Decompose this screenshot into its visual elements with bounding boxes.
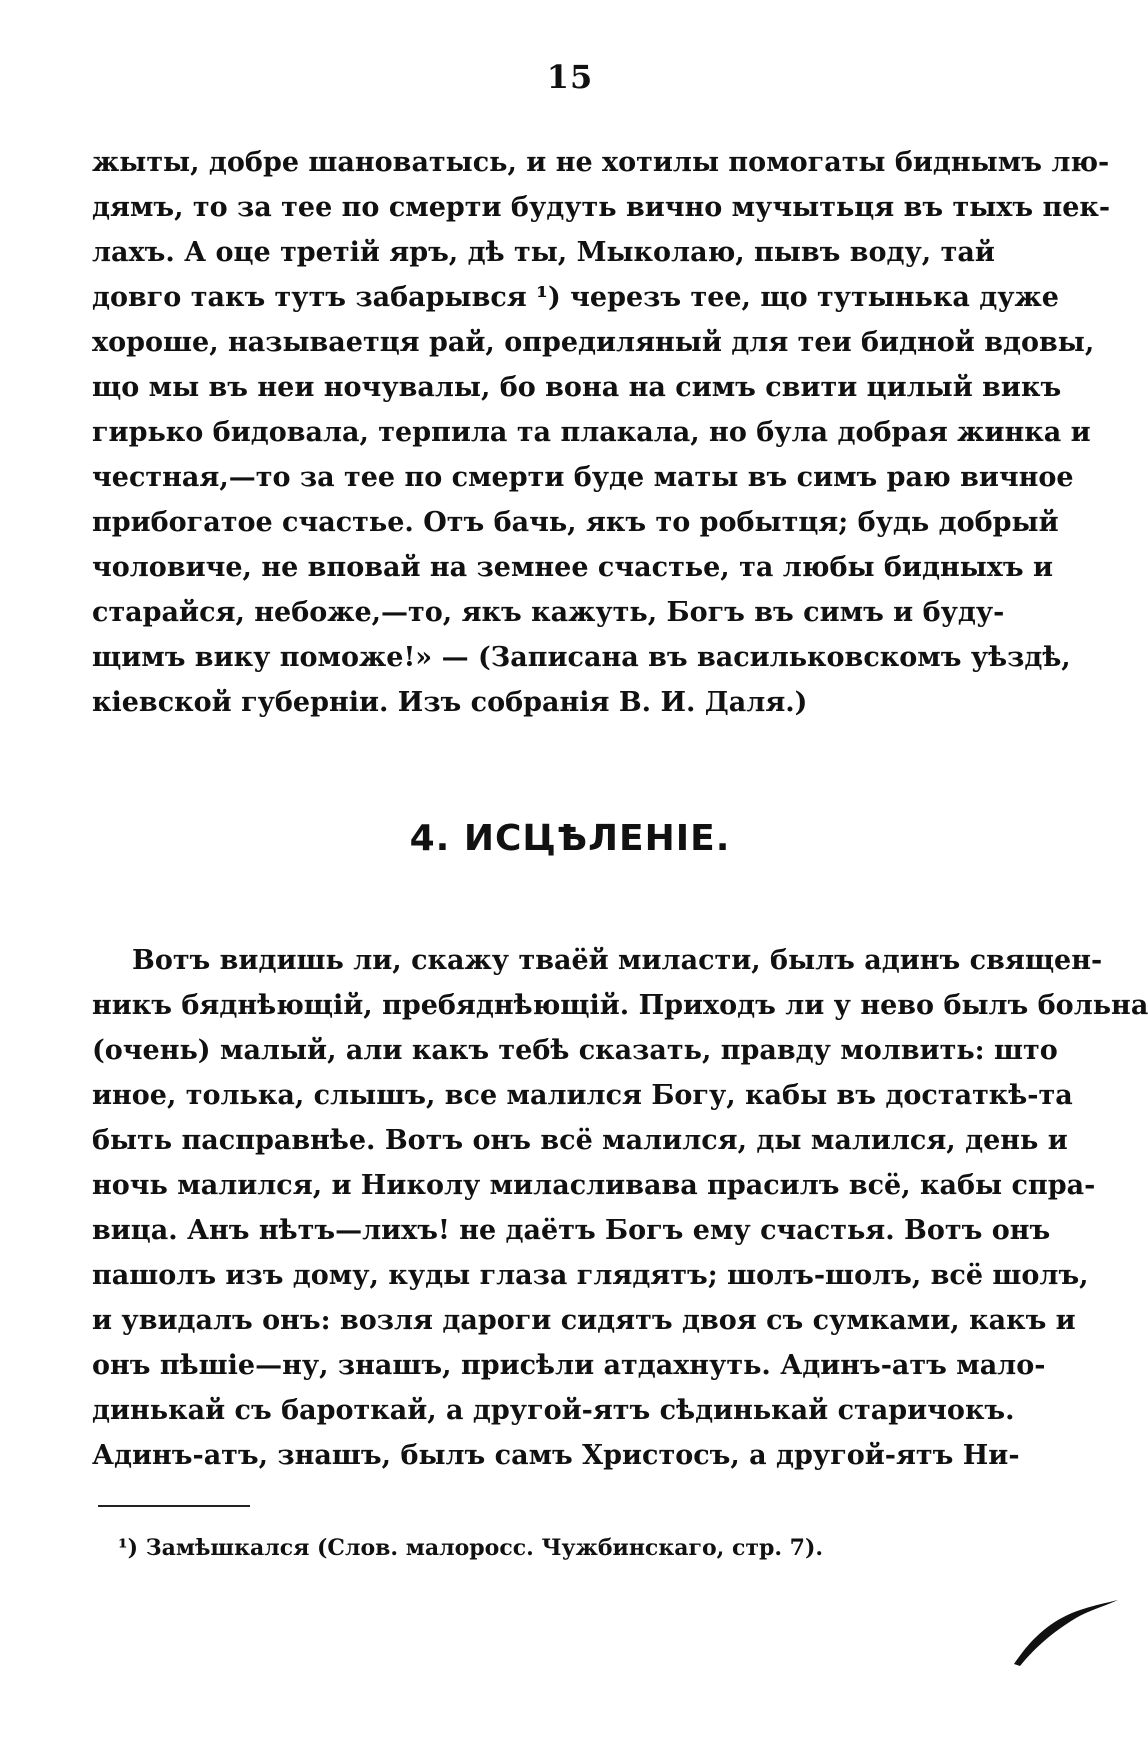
text-line: жыты, добре шановатысь, и не хотилы помогаты биднымъ лю- [92, 147, 1110, 178]
text-line: кіевской губерніи. Изъ собранія В. И. Даля.) [92, 687, 808, 718]
text-line: щимъ вику поможе!» — (Записана въ васильковскомъ уѣздѣ, [92, 642, 1071, 673]
text-line: динькай съ бароткай, а другой-ятъ сѣдинькай старичокъ. [92, 1395, 1015, 1426]
text-line: онъ пѣшіе—ну, знашъ, присѣли атдахнуть. Адинъ-атъ мало- [92, 1350, 1046, 1381]
footnote-text: Замѣшкался (Слов. малоросс. Чужбинскаго, стр. 7). [145, 1535, 824, 1561]
section-heading: 4. ИСЦѢЛЕНІЕ. [409, 818, 731, 859]
text-line: быть паспpавнѣе. Вотъ онъ всё малился, ды малился, день и [92, 1125, 1068, 1156]
text-line: хороше, называетця рай, опредиляный для теи бидной вдовы, [92, 327, 1095, 358]
text-line: (очень) малый, али какъ тебѣ сказать, правду молвить: што [92, 1035, 1058, 1066]
text-line: гирько бидовала, терпила та плакала, но була добрая жинка и [92, 417, 1091, 448]
text-line: що мы въ неи ночувалы, бо вона на симъ свити цилый викъ [92, 372, 1062, 403]
text-line: старайся, небоже,—то, якъ кажуть, Богъ въ симъ и буду- [92, 597, 1005, 628]
text-line: ночь малился, и Николу миласливава прасилъ всё, кабы спра- [92, 1170, 1096, 1201]
text-line: вица. Анъ нѣтъ—лихъ! не даётъ Богъ ему счастья. Вотъ онъ [92, 1215, 1051, 1246]
footnote-marker: ¹) [118, 1535, 139, 1561]
text-line: чоловиче, не вповай на земнее счастье, та любы бидныхъ и [92, 552, 1054, 583]
ink-mark-icon [1010, 1580, 1120, 1670]
text-line: Вотъ видишь ли, скажу тваёй миласти, былъ адинъ священ- [132, 945, 1103, 976]
text-line: иное, толька, слышъ, все малился Богу, кабы въ достаткѣ-та [92, 1080, 1073, 1111]
text-line: пашолъ изъ дому, куды глаза глядятъ; шолъ-шолъ, всё шолъ, [92, 1260, 1089, 1291]
text-line: довго такъ тутъ забарывся ¹) черезъ тее, що тутынька дуже [92, 282, 1059, 313]
text-line: и увидалъ онъ: возля дароги сидятъ двоя съ сумками, какъ и [92, 1305, 1076, 1336]
paragraph-story [92, 938, 1148, 1478]
text-line: Адинъ-атъ, знашъ, былъ самъ Христосъ, а другой-ятъ Ни- [92, 1440, 1020, 1471]
text-line: лахъ. А оце третій яръ, дѣ ты, Мыколаю, пывъ воду, тай [92, 237, 995, 268]
text-line: дямъ, то за тее по смерти будуть вично мучытьця въ тыхъ пек- [92, 192, 1111, 223]
text-line: прибогатое счастье. Отъ бачь, якъ то робытця; будь добрый [92, 507, 1059, 538]
page-number: 15 [546, 58, 594, 96]
text-line: никъ бяднѣющій, пребяднѣющій. Приходъ ли у нево былъ больна [92, 990, 1148, 1021]
text-line: честная,—то за тее по смерти буде маты въ симъ раю вичное [92, 462, 1074, 493]
paragraph-continuation [92, 140, 1111, 725]
footnote [118, 1530, 958, 1566]
footnote-divider [98, 1505, 250, 1507]
